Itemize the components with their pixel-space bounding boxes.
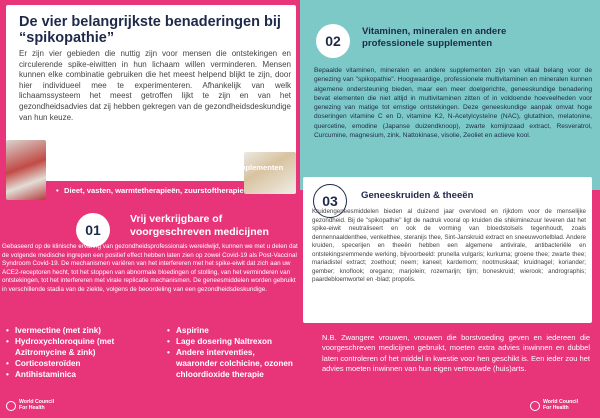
logo-line2: For Health [19,404,45,411]
drug-list-right [167,325,297,380]
wch-logo-right [530,400,578,411]
logo-text [19,400,54,411]
section-number-03: 03 [313,184,347,218]
drug-item: • Antihistaminica [6,369,156,380]
section2-title [362,26,506,50]
section2-title-line2: professionele supplementen [362,38,493,49]
globe-icon [6,401,16,411]
drug-list-left [6,325,156,380]
drug-item: • Hydroxychloroquine (met Azitromycine & zink) [6,336,156,358]
section1-title-line2: voorgeschreven medicijnen [130,226,269,238]
drug-item: • Aspirine [167,325,297,336]
section1-title [130,213,269,239]
logo-line1: World Council [543,399,579,405]
drug-item: • Lage dosering Naltrexon [167,336,297,347]
intro-title: De vier belangrijkste benaderingen bij “spikopathie” [19,14,281,46]
wch-logo-left [6,400,54,411]
section2-box [300,0,600,190]
section-number-01: 01 [76,213,110,247]
logo-line2: For Health [543,404,569,411]
drug-item: • Ivermectine (met zink) [6,325,156,336]
drug-item: • Andere interventies, waaronder colchicine, ozonen chloordioxide therapie [167,347,297,380]
nb-note: N.B. Zwangere vrouwen, vrouwen die borstvoeding geven en iedereen die voorgeschreven medicijnen gebruikt, moeten extra advies inwinnen en dubbel laten controleren of het middel in kwestie voor hen geschikt is. Een ieder zou het advies moeten inwinnen van hun eigen vertrouwde (huis)arts. [322,333,590,373]
topic-item: • Dieet, vasten, warmtetherapieën, zuurstoftherapie [56,185,283,196]
topic-item: • Geneeskruiden & theeën [56,173,283,184]
section1-title-line1: Vrij verkrijgbare of [130,213,223,225]
pills-photo [6,140,46,200]
section1-text: Gebaseerd op de klinische ervaring van gezondheidsprofessionals wereldwijd, kunnen we met u delen dat de volgende medische ingrepen een positief effect hebben laten zien op zowel Covid-19 als Post-Vaccinal Syndroom Covid-19. De mechanismen variëren van het interfereren met het spike-eiwit dat zich aan uw ACE2-receptoren hecht, tot het stoppen van abnormale bloedingen of stolling, van het verminderen van ontstekingen, tot het interfereren met virale replicatie mechanismen. De geneesmiddelen worden gebruikt in verschillende stadia van de ziekte, volgens de beoordeling van een gezondheidsdeskundige. [2,243,298,293]
section2-title-line1: Vitaminen, mineralen en andere [362,26,507,37]
topics-list [56,151,283,196]
topic-item: • Vrij verkrijgbare of voorgeschreven medicijnen [56,151,283,162]
section-number-02: 02 [316,24,350,58]
drug-item: • Corticosteroïden [6,358,156,369]
logo-text [543,400,578,411]
section3-title: Geneeskruiden & theeën [361,190,474,201]
logo-line1: World Council [19,399,55,405]
intro-text: Er zijn vier gebieden die nuttig zijn voor mensen die ontstekingen en circulerende spike-eiwitten in hun lichaam willen verminderen. Mensen kunnen elke combinatie gebruiken die het meest helpend blijkt te zijn, door hier individueel mee te experimenteren. Afhankelijk van welk lichaamssysteem het meest getroffen lijkt te zijn en van het gezondheidsadvies dat zij hebben gekregen van de gezondheidsdeskundige van hun keuze. [19,49,291,122]
topic-item: • Vitaminen, mineralen en andere professionele supplementen [56,162,283,173]
section3-box [303,177,592,323]
globe-icon [530,401,540,411]
section3-text: Kruidengeneesmiddelen bieden al duizend jaar overvloed en rijkdom voor de menselijke gezondheid. Bij de "spikopathie" ligt de nadruk vooral op kruiden die shikiminezuur leveren dat het spike-eiwit neutraliseert en ook de vorming van bloedstolsels tegenhoudt, zoals dennennaaldenthee, venkelthee, steranijs thee, Sint-Janskruid extract en sneeuwvortelblad. Andere kruiden, specerijen en theeën hebben een algemene antivirale, antibacteriële en ontstekingsremmende werking, bijvoorbeeld: prunella vulgaris; kurkuma; groene thee; zwarte thee; mariadistel extract; zoethout; neem; kaneel; kardemom; nootmuskaat; kruidnagel; koriander; gember; knoflook; oregano; marjolein; rozemarijn; tijm; boneskruid; wierook; andrographis; paardebloemwortel en -blad; propolis. [312,208,586,284]
section2-text: Bepaalde vitaminen, mineralen en andere supplementen zijn van vitaal belang voor de genezing van "spikopathie". Hoogwaardige, professionele multivitaminen en mineralen kunnen algemene ondersteuning bieden, maar een meer doelgerichte, geneeskundige benadering bevat elementen die niet altijd in multivitaminen zitten of in voldoende hoeveelheden voor genezing van matige tot ernstige ontstekingen. Deze geneeskundige aanpak omvat hoge doseringen vitamine C en D, vitamine K2, N-Acetylcysteïne (NAC), glutathion, melatonine, quercetine, emodine (Japanse duizendknoop), zwarte komijnzaad extract, Resveratrol, Curcumine, magnesium, zink, Nattokinase, visolie, Zeoliet en actieve kool. [314,67,592,140]
